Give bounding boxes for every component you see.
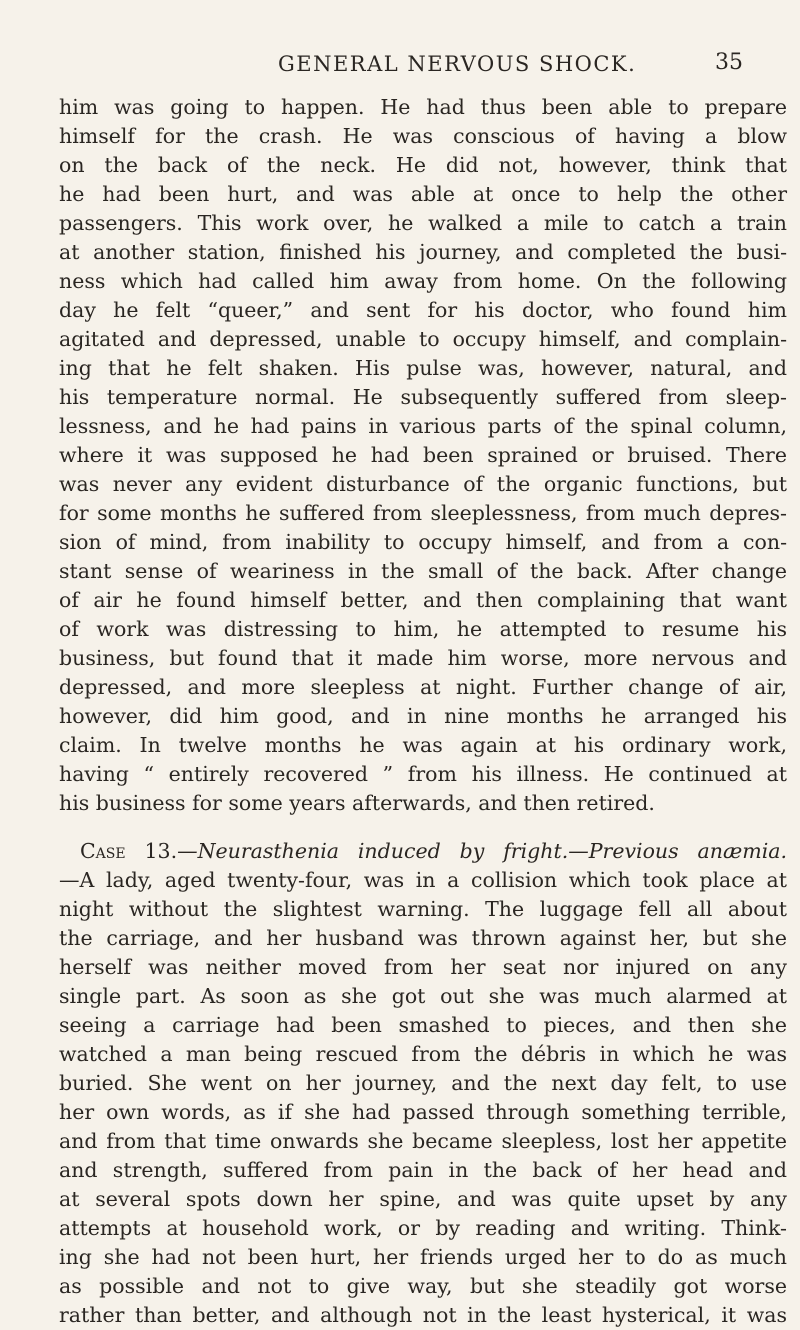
text-line: his temperature normal. He subsequently suffered from sleep- [59,385,787,409]
text-line: —A lady, aged twenty-four, was in a collision which took place at [59,868,787,892]
text-line: depressed, and more sleepless at night. Further change of air, [59,675,787,699]
text-line: claim. In twelve months he was again at his ordinary work, [59,733,787,757]
text-line: day he felt “queer,” and sent for his doctor, who found him [59,298,787,322]
text-line: having “ entirely recovered ” from his illness. He continued at [59,762,787,786]
text-line: rather than better, and although not in the least hysterical, it was [59,1303,787,1327]
text-line: passengers. This work over, he walked a mile to catch a train [59,211,787,235]
text-line: his business for some years afterwards, and then retired. [59,791,655,815]
text-line: sion of mind, from inability to occupy himself, and from a con- [59,530,787,554]
text-line: herself was neither moved from her seat nor injured on any [59,955,787,979]
text-line: seeing a carriage had been smashed to pieces, and then she [59,1013,787,1037]
text-line: her own words, as if she had passed through something terrible, [59,1100,787,1124]
text-line: and from that time onwards she became sleepless, lost her appetite [59,1129,787,1153]
text-line: where it was supposed he had been sprained or bruised. There [59,443,787,467]
text-line: lessness, and he had pains in various parts of the spinal column, [59,414,787,438]
text-line: buried. She went on her journey, and the next day felt, to use [59,1071,787,1095]
case-title: —Neurasthenia induced by fright.—Previous anæmia. [177,839,787,863]
text-line: himself for the crash. He was conscious of having a blow [59,124,787,148]
text-line: watched a man being rescued from the débris in which he was [59,1042,787,1066]
text-line: ness which had called him away from home. On the following [59,269,787,293]
text-line: at several spots down her spine, and was quite upset by any [59,1187,787,1211]
text-line: of work was distressing to him, he attempted to resume his [59,617,787,641]
text-line: night without the slightest warning. The luggage fell all about [59,897,787,921]
body-text [59,93,787,1330]
case-heading-line [59,837,787,866]
text-line: single part. As soon as she got out she was much alarmed at [59,984,787,1008]
text-line: he had been hurt, and was able at once to help the other [59,182,787,206]
text-line: at another station, finished his journey, and completed the busi- [59,240,787,264]
text-line: and strength, suffered from pain in the back of her head and [59,1158,787,1182]
case-13-paragraph [59,837,787,1330]
text-line: ing that he felt shaken. His pulse was, however, natural, and [59,356,787,380]
text-line: stant sense of weariness in the small of the back. After change [59,559,787,583]
text-line: attempts at household work, or by reading and writing. Think- [59,1216,787,1240]
case-label: Case 13. [80,839,178,863]
text-line: was never any evident disturbance of the organic functions, but [59,472,787,496]
text-line: of air he found himself better, and then complaining that want [59,588,787,612]
text-line: for some months he suffered from sleeplessness, from much depres- [59,501,787,525]
text-line: however, did him good, and in nine months he arranged his [59,704,787,728]
text-line: agitated and depressed, unable to occupy himself, and complain- [59,327,787,351]
text-line: the carriage, and her husband was thrown against her, but she [59,926,787,950]
paragraph-continued [59,93,787,818]
page-number: 35 [715,50,743,75]
text-line: on the back of the neck. He did not, however, think that [59,153,787,177]
text-line: as possible and not to give way, but she steadily got worse [59,1274,787,1298]
text-line: him was going to happen. He had thus been able to prepare [59,95,787,119]
paragraph-gap [59,818,787,837]
running-head: GENERAL NERVOUS SHOCK. [278,52,637,76]
text-line: business, but found that it made him worse, more nervous and [59,646,787,670]
text-line: ing she had not been hurt, her friends urged her to do as much [59,1245,787,1269]
